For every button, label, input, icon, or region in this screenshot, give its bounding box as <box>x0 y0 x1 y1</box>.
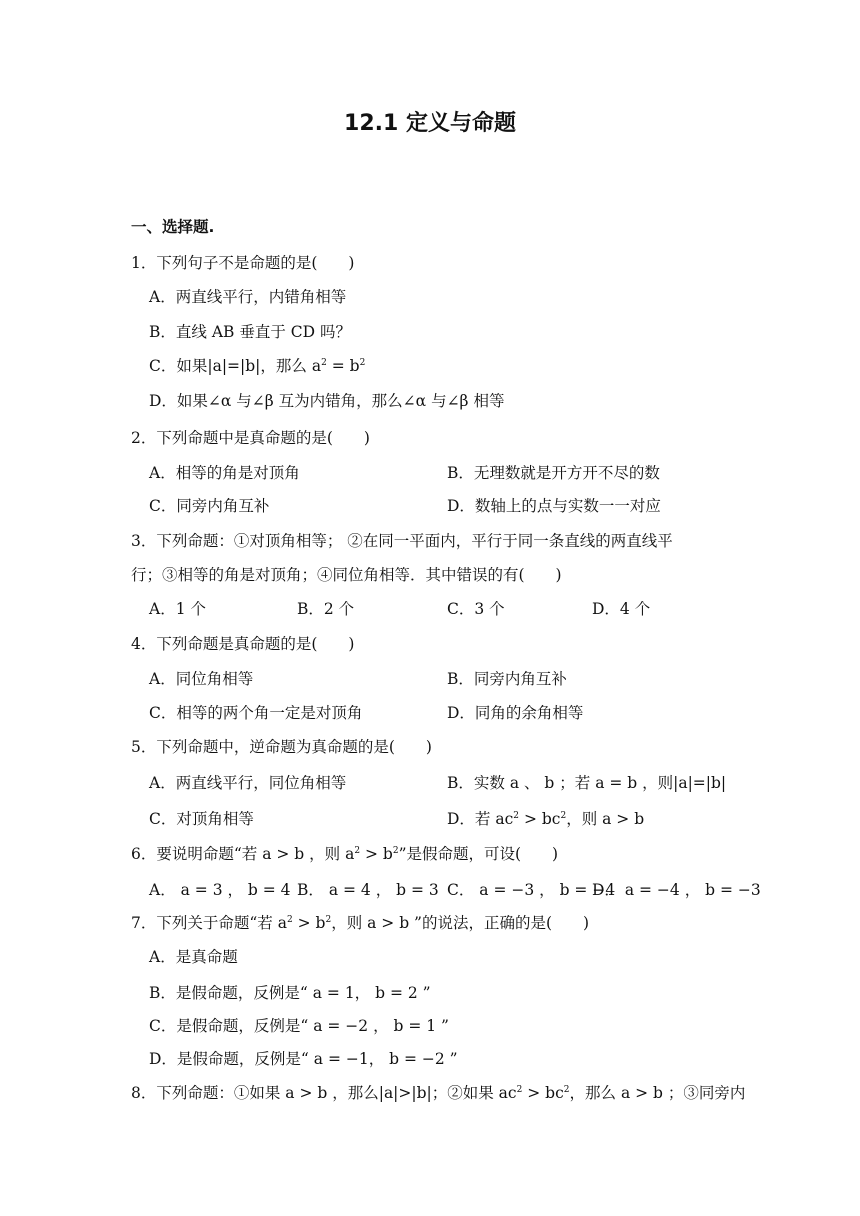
question-4-option-c: C．相等的两个角一定是对顶角 <box>149 704 363 722</box>
question-6-option-c: C． a = −3 ， b = −4 <box>447 881 616 899</box>
question-1-option-c: C．如果|a|=|b|，那么 $a^2 = b^2$ <box>149 357 366 375</box>
question-2-option-b: B．无理数就是开方开不尽的数 <box>447 464 660 482</box>
question-7-option-c: C．是假命题，反例是“ a = −2 ， b = 1 ” <box>149 1017 449 1035</box>
page-title: 12.1 定义与命题 <box>344 111 516 136</box>
question-4-stem: 4．下列命题是真命题的是( ) <box>131 635 355 653</box>
question-3-stem-line-2: 行；③相等的角是对顶角；④同位角相等．其中错误的有( ) <box>131 566 562 584</box>
question-3-option-a: A．1 个 <box>149 600 206 618</box>
question-7-option-a: A．是真命题 <box>149 948 238 966</box>
question-6-option-d: D． a = −4 ， b = −3 <box>592 881 761 899</box>
question-1-option-d: D．如果∠α 与∠β 互为内错角，那么∠α 与∠β 相等 <box>149 392 505 410</box>
section-heading: 一、选择题. <box>131 218 215 236</box>
question-4-option-d: D．同角的余角相等 <box>447 704 584 722</box>
question-4-option-a: A．同位角相等 <box>149 670 254 688</box>
question-2-option-d: D．数轴上的点与实数一一对应 <box>447 497 661 515</box>
question-5-option-c: C．对顶角相等 <box>149 810 254 828</box>
question-3-stem-line-1: 3．下列命题：①对顶角相等； ②在同一平面内，平行于同一条直线的两直线平 <box>131 532 673 550</box>
question-6-option-a: A． a = 3 ， b = 4 <box>149 881 291 899</box>
question-2-option-a: A．相等的角是对顶角 <box>149 464 300 482</box>
question-2-option-c: C．同旁内角互补 <box>149 497 270 515</box>
question-5-stem: 5．下列命题中，逆命题为真命题的是( ) <box>131 738 432 756</box>
question-6-stem: 6．要说明命题“若 a > b ，则 $a^2 > b^2$”是假命题，可设( ) <box>131 845 559 863</box>
question-5-option-d: D．若 $ac^2 > bc^2$，则 a > b <box>447 810 645 828</box>
question-1-option-b: B．直线 AB 垂直于 CD 吗？ <box>149 323 351 341</box>
question-5-option-a: A．两直线平行，同位角相等 <box>149 774 347 792</box>
question-3-option-b: B．2 个 <box>297 600 355 618</box>
question-3-option-d: D．4 个 <box>592 600 651 618</box>
question-1-stem: 1．下列句子不是命题的是( ) <box>131 254 355 272</box>
question-1-option-a: A．两直线平行，内错角相等 <box>149 288 347 306</box>
question-7-option-d: D．是假命题，反例是“ a = −1， b = −2 ” <box>149 1050 458 1068</box>
question-3-option-c: C．3 个 <box>447 600 505 618</box>
question-5-option-b: B．实数 a 、 b ；若 a = b ，则|a|=|b| <box>447 774 727 792</box>
question-6-option-b: B． a = 4 ， b = 3 <box>297 881 439 899</box>
question-2-stem: 2．下列命题中是真命题的是( ) <box>131 429 370 447</box>
question-7-option-b: B．是假命题，反例是“ a = 1， b = 2 ” <box>149 984 431 1002</box>
question-7-stem: 7．下列关于命题“若 $a^2 > b^2$，则 a > b ”的说法，正确的是( ) <box>131 914 590 932</box>
question-4-option-b: B．同旁内角互补 <box>447 670 567 688</box>
question-8-stem: 8．下列命题：①如果 a > b ，那么|a|>|b|；②如果 $ac^2 > bc^2$，那么 a > b ；③同旁内 <box>131 1084 746 1102</box>
